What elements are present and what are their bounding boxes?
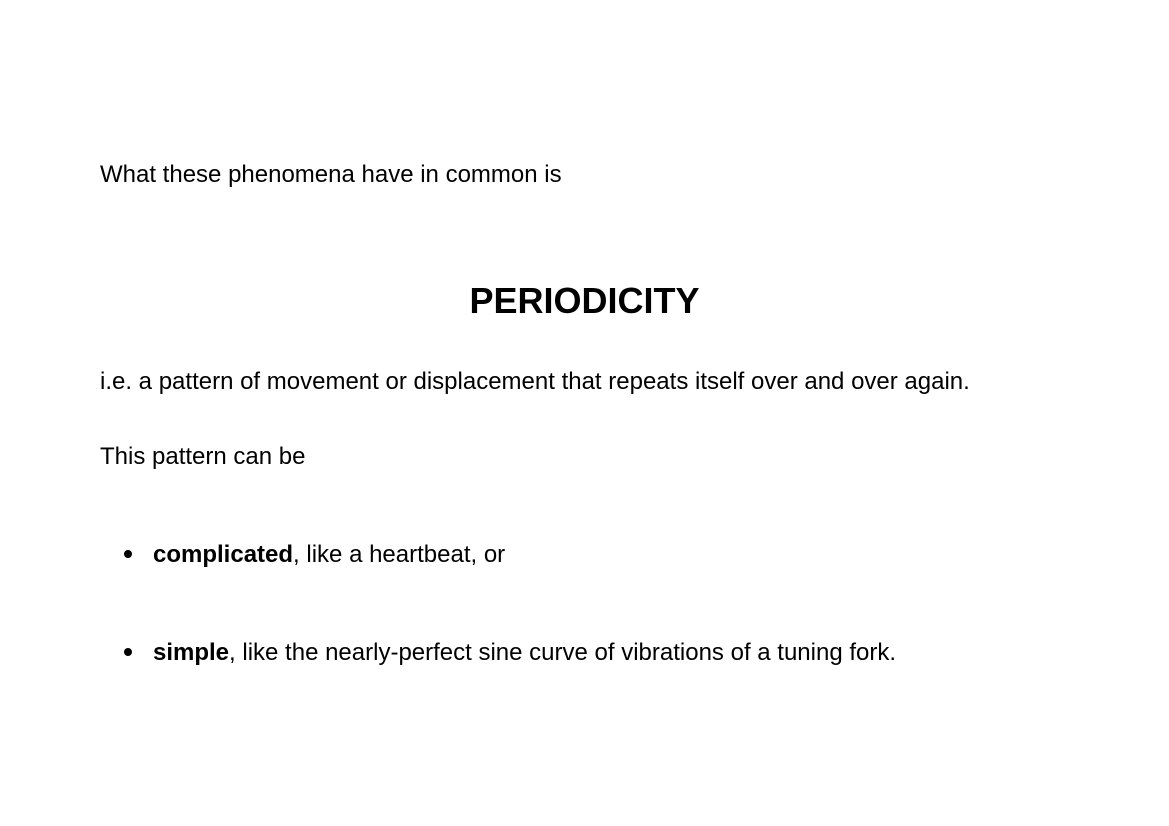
definition-text: i.e. a pattern of movement or displacement that repeats itself over and over again. [100, 368, 970, 395]
bullet-dot-icon [124, 648, 132, 656]
list-item [124, 638, 896, 668]
bullet-term: complicated [153, 541, 294, 568]
intro-text: What these phenomena have in common is [100, 161, 562, 188]
slide-heading: PERIODICITY [469, 280, 700, 321]
lead-text: This pattern can be [100, 443, 306, 470]
bullet-description: , like a heartbeat, or [293, 541, 506, 568]
list-item [124, 540, 505, 570]
bullet-description: , like the nearly-perfect sine curve of vibrations of a tuning fork. [229, 639, 897, 666]
bullet-dot-icon [124, 550, 132, 558]
bullet-term: simple [153, 639, 230, 666]
